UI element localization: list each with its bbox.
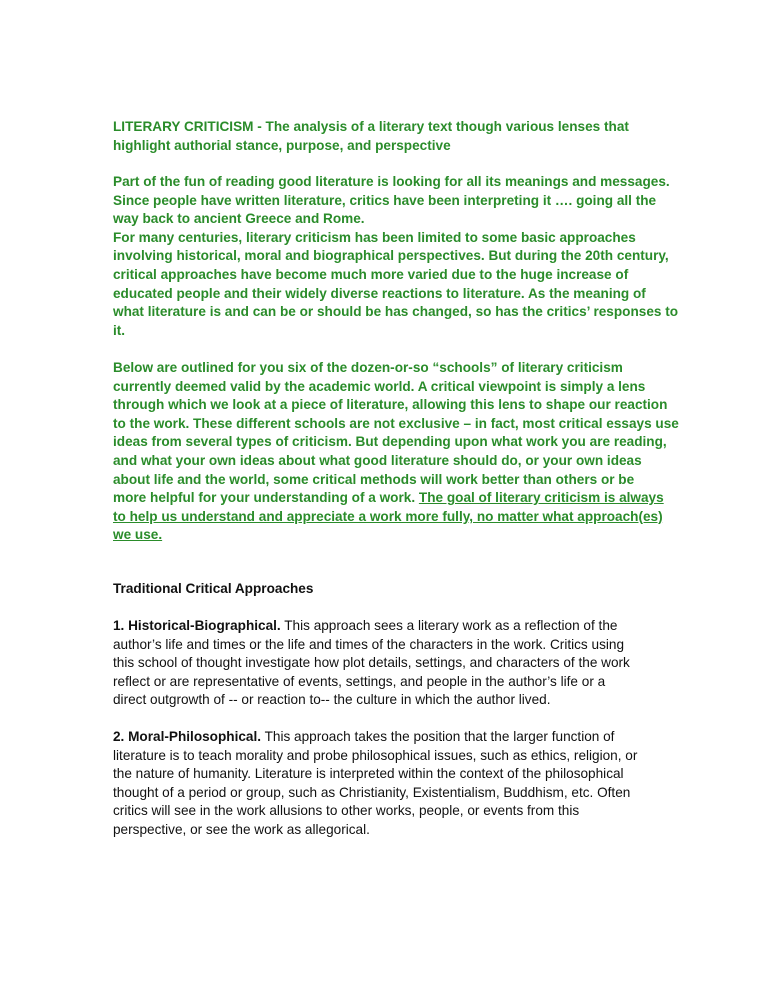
text-line: ideas from several types of criticism. But depending upon what work you are reading, bbox=[113, 434, 667, 450]
text-line: thought of a period or group, such as Christianity, Existentialism, Buddhism, etc. Often bbox=[113, 784, 631, 800]
underlined-text: to help us understand and appreciate a work more fully, no matter what approach(es) bbox=[113, 508, 663, 524]
text-line: involving historical, moral and biographical perspectives. But during the 20th century, bbox=[113, 248, 669, 264]
text-line: author’s life and times or the life and times of the characters in the work. Critics using bbox=[113, 636, 625, 652]
underlined-text: The goal of literary criticism is always bbox=[418, 490, 664, 506]
text-line: the nature of humanity. Literature is interpreted within the context of the philosophical bbox=[113, 766, 624, 782]
text-line: For many centuries, literary criticism has been limited to some basic approaches bbox=[113, 229, 636, 245]
title-line: LITERARY CRITICISM - The analysis of a literary text though various lenses that bbox=[113, 119, 629, 134]
text-line: Below are outlined for you six of the dozen-or-so “schools” of literary criticism bbox=[113, 360, 623, 375]
text-line: and what your own ideas about what good literature should do, or your own ideas bbox=[113, 452, 642, 468]
title-line: highlight authorial stance, purpose, and perspective bbox=[113, 137, 451, 153]
text-line: literature is to teach morality and probe philosophical issues, such as ethics, religion, or bbox=[113, 747, 638, 763]
approach-heading: 1. Historical-Biographical. bbox=[113, 618, 281, 633]
text-line: reflect or are representative of events, settings, and people in the author’s life or a bbox=[113, 673, 606, 689]
text-line: Part of the fun of reading good literature is looking for all its meanings and messages. bbox=[113, 174, 670, 189]
text-line: critics will see in the work allusions to other works, people, or events from this bbox=[113, 803, 580, 819]
schools-paragraph bbox=[113, 359, 679, 545]
text-line: to the work. These different schools are not exclusive – in fact, most critical essays use bbox=[113, 415, 679, 431]
approach-heading: 2. Moral-Philosophical. bbox=[113, 729, 262, 744]
text-line: this school of thought investigate how plot details, settings, and characters of the work bbox=[113, 655, 630, 671]
text-segment: This approach sees a literary work as a reflection of the bbox=[280, 618, 618, 633]
text-line bbox=[113, 728, 637, 747]
section-heading: Traditional Critical Approaches bbox=[113, 581, 314, 596]
text-line: perspective, or see the work as allegorical. bbox=[113, 821, 370, 837]
text-line: critical approaches have become much more varied due to the huge increase of bbox=[113, 266, 629, 282]
text-line: direct outgrowth of -- or reaction to-- the culture in which the author lived. bbox=[113, 692, 551, 708]
text-line: way back to ancient Greece and Rome. bbox=[113, 211, 365, 227]
text-line: through which we look at a piece of literature, allowing this lens to shape our reaction bbox=[113, 397, 668, 413]
text-line: educated people and their widely diverse reactions to literature. As the meaning of bbox=[113, 285, 646, 301]
text-line: currently deemed valid by the academic world. A critical viewpoint is simply a lens bbox=[113, 378, 646, 394]
text-segment: more helpful for your understanding of a work. bbox=[113, 490, 419, 506]
text-line bbox=[113, 489, 679, 508]
text-line: what literature is and can be or should be has changed, so has the critics’ responses to bbox=[113, 304, 679, 320]
intro-paragraph bbox=[113, 173, 678, 340]
text-line: about life and the world, some critical methods will work better than others or be bbox=[113, 471, 635, 487]
text-segment: This approach takes the position that the larger function of bbox=[261, 729, 615, 744]
text-line bbox=[113, 617, 630, 636]
document-title bbox=[113, 118, 629, 155]
approach-moral-philosophical bbox=[113, 728, 637, 840]
approach-historical-biographical bbox=[113, 617, 630, 710]
underlined-text: we use. bbox=[113, 527, 163, 543]
text-line: Since people have written literature, critics have been interpreting it …. going all the bbox=[113, 192, 657, 208]
text-line: it. bbox=[113, 322, 126, 338]
